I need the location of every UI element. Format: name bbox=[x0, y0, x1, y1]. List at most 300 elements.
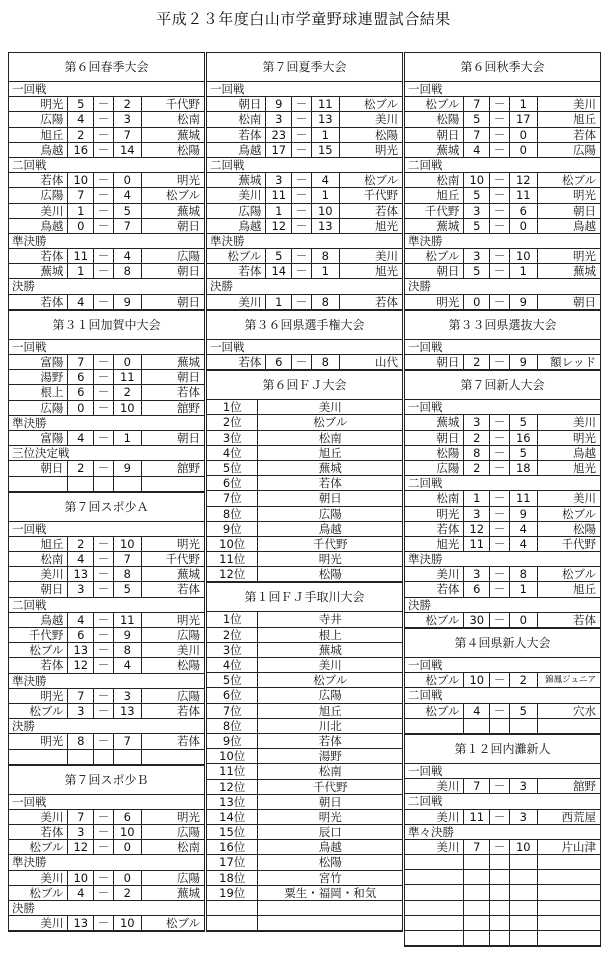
match-row bbox=[207, 264, 402, 279]
round-label: 一回戦 bbox=[207, 82, 402, 97]
round-label: 決勝 bbox=[405, 598, 600, 613]
team-b: 明光 bbox=[573, 249, 596, 264]
team-b: 明光 bbox=[573, 430, 596, 445]
rank-team: 広陽 bbox=[318, 688, 342, 703]
team-b: 松陽 bbox=[375, 127, 398, 142]
score-b: 16 bbox=[510, 431, 538, 445]
match-row bbox=[207, 143, 402, 158]
team-b: 蕪城 bbox=[573, 264, 596, 279]
score-dash: － bbox=[94, 401, 114, 415]
score-b: 14 bbox=[114, 143, 142, 157]
score-dash: － bbox=[94, 173, 114, 187]
rank-team: 千代野 bbox=[312, 536, 348, 551]
tournament-section bbox=[404, 370, 601, 628]
score-dash: － bbox=[292, 219, 312, 233]
match-row bbox=[9, 871, 204, 886]
rank-team: 粟生・福岡・和気 bbox=[284, 885, 377, 900]
blank-cell bbox=[94, 750, 114, 764]
rank-row bbox=[207, 431, 402, 446]
score-a: 3 bbox=[68, 704, 94, 718]
rank-place: 9位 bbox=[207, 522, 258, 536]
score-b: 9 bbox=[510, 507, 538, 521]
score-a: 4 bbox=[68, 112, 94, 126]
team-b: 若体 bbox=[177, 582, 200, 597]
team-a: 若体 bbox=[9, 249, 68, 263]
match-row bbox=[9, 264, 204, 279]
round-label: 一回戦 bbox=[9, 340, 204, 355]
rank-place: 4位 bbox=[207, 658, 258, 672]
rank-place: 17位 bbox=[207, 855, 258, 869]
score-dash: － bbox=[94, 552, 114, 566]
rank-team: 松南 bbox=[318, 764, 342, 779]
score-a: 5 bbox=[68, 97, 94, 111]
score-b: 3 bbox=[510, 779, 538, 793]
score-a: 3 bbox=[266, 112, 292, 126]
score-a: 7 bbox=[68, 810, 94, 824]
blank-row bbox=[9, 477, 204, 492]
rank-place: 11位 bbox=[207, 552, 258, 566]
score-dash: － bbox=[490, 295, 510, 309]
team-b: 蕪城 bbox=[177, 885, 200, 900]
rank-place: 4位 bbox=[207, 446, 258, 460]
rank-row bbox=[207, 552, 402, 567]
round-label: 準々決勝 bbox=[405, 825, 600, 840]
score-dash: － bbox=[490, 128, 510, 142]
score-a: 2 bbox=[68, 128, 94, 142]
team-a: 松ブル bbox=[9, 840, 68, 854]
match-row bbox=[9, 537, 204, 552]
rank-place: 1位 bbox=[207, 400, 258, 414]
score-b: 4 bbox=[114, 249, 142, 263]
team-a: 蕪城 bbox=[405, 143, 464, 157]
rank-team: 鳥越 bbox=[318, 840, 342, 855]
round-label: 一回戦 bbox=[9, 795, 204, 810]
rank-team: 鳥越 bbox=[318, 521, 342, 536]
score-b: 2 bbox=[114, 385, 142, 399]
blank-cell bbox=[464, 719, 490, 733]
team-a: 松ブル bbox=[9, 643, 68, 657]
score-b: 1 bbox=[510, 264, 538, 278]
match-row bbox=[9, 689, 204, 704]
match-row bbox=[9, 643, 204, 658]
score-a: 9 bbox=[266, 97, 292, 111]
match-row bbox=[207, 173, 402, 188]
rank-team: 美川 bbox=[318, 658, 342, 672]
team-b: 片山津 bbox=[561, 839, 596, 854]
match-row bbox=[9, 431, 204, 446]
rank-row bbox=[207, 886, 402, 901]
score-a: 5 bbox=[266, 249, 292, 263]
blank-cell bbox=[538, 855, 600, 869]
match-row bbox=[9, 128, 204, 143]
match-row bbox=[405, 840, 600, 855]
team-b: 穴水 bbox=[573, 703, 596, 718]
team-b: 若体 bbox=[177, 703, 200, 718]
rank-row bbox=[207, 461, 402, 476]
team-a: 若体 bbox=[405, 522, 464, 536]
score-a: 3 bbox=[464, 567, 490, 581]
score-dash: － bbox=[94, 112, 114, 126]
match-row bbox=[9, 461, 204, 476]
match-row bbox=[207, 219, 402, 234]
blank-row bbox=[405, 885, 600, 900]
score-b: 15 bbox=[312, 143, 340, 157]
tournament-section bbox=[206, 370, 403, 582]
blank-row bbox=[207, 901, 402, 916]
score-b: 11 bbox=[114, 613, 142, 627]
score-b: 5 bbox=[510, 446, 538, 460]
blank-cell bbox=[464, 885, 490, 899]
rank-team: 根上 bbox=[318, 627, 342, 642]
score-dash: － bbox=[490, 112, 510, 126]
score-a: 17 bbox=[266, 143, 292, 157]
blank-cell bbox=[114, 750, 142, 764]
rank-team: 広陽 bbox=[318, 506, 342, 521]
column-right bbox=[404, 52, 601, 947]
score-dash: － bbox=[490, 188, 510, 202]
rank-place: 1位 bbox=[207, 612, 258, 626]
team-b: 明光 bbox=[177, 536, 200, 551]
team-b: 美川 bbox=[573, 415, 596, 430]
score-b: 11 bbox=[510, 188, 538, 202]
score-b: 5 bbox=[114, 582, 142, 596]
blank-cell bbox=[510, 916, 538, 930]
rank-team: 明光 bbox=[318, 552, 342, 567]
section-title: 第７回新人大会 bbox=[405, 371, 600, 400]
blank-cell bbox=[490, 901, 510, 915]
rank-team: 若体 bbox=[318, 733, 342, 748]
team-b: 旭丘 bbox=[573, 112, 596, 127]
score-a: 0 bbox=[68, 219, 94, 233]
score-b: 8 bbox=[312, 249, 340, 263]
blank-cell bbox=[510, 931, 538, 945]
rank-row bbox=[207, 491, 402, 506]
score-a: 7 bbox=[464, 779, 490, 793]
team-b: 朝日 bbox=[177, 294, 200, 309]
rank-place: 9位 bbox=[207, 734, 258, 748]
score-b: 4 bbox=[312, 173, 340, 187]
rank-row bbox=[207, 810, 402, 825]
team-a: 若体 bbox=[9, 173, 68, 187]
team-b: 蕪城 bbox=[177, 127, 200, 142]
column-left bbox=[8, 52, 205, 932]
blank-cell bbox=[405, 931, 464, 945]
match-row bbox=[9, 249, 204, 264]
match-row bbox=[9, 552, 204, 567]
match-row bbox=[405, 491, 600, 506]
score-b: 6 bbox=[114, 810, 142, 824]
rank-place: 6位 bbox=[207, 476, 258, 490]
score-dash: － bbox=[490, 779, 510, 793]
score-dash: － bbox=[490, 613, 510, 627]
score-a: 12 bbox=[68, 840, 94, 854]
rank-team: 千代野 bbox=[312, 779, 348, 794]
team-a: 美川 bbox=[9, 204, 68, 218]
team-b: 蕪城 bbox=[177, 567, 200, 582]
match-row bbox=[405, 295, 600, 310]
blank-cell bbox=[490, 719, 510, 733]
team-b: 美川 bbox=[573, 97, 596, 112]
blank-row bbox=[405, 931, 600, 946]
score-b: 2 bbox=[510, 673, 538, 687]
team-b: 山代 bbox=[375, 355, 398, 369]
score-dash: － bbox=[94, 643, 114, 657]
team-b: 鳥越 bbox=[573, 218, 596, 233]
blank-cell bbox=[207, 901, 258, 915]
blank-cell bbox=[490, 855, 510, 869]
round-label: 準決勝 bbox=[207, 234, 402, 249]
score-b: 5 bbox=[510, 704, 538, 718]
tournament-section bbox=[206, 310, 403, 370]
rank-row bbox=[207, 840, 402, 855]
team-a: 松南 bbox=[405, 173, 464, 187]
team-b: 旭光 bbox=[573, 460, 596, 475]
score-dash: － bbox=[94, 840, 114, 854]
score-dash: － bbox=[94, 825, 114, 839]
match-row bbox=[405, 673, 600, 688]
blank-cell bbox=[405, 719, 464, 733]
round-label: 一回戦 bbox=[405, 340, 600, 355]
rank-row bbox=[207, 795, 402, 810]
blank-cell bbox=[405, 916, 464, 930]
rank-team: 朝日 bbox=[318, 491, 342, 506]
score-b: 6 bbox=[510, 204, 538, 218]
score-b: 2 bbox=[114, 97, 142, 111]
score-a: 8 bbox=[68, 734, 94, 748]
score-dash: － bbox=[94, 295, 114, 309]
team-b: 広陽 bbox=[177, 688, 200, 703]
score-b: 4 bbox=[510, 522, 538, 536]
rank-place: 2位 bbox=[207, 628, 258, 642]
score-dash: － bbox=[94, 810, 114, 824]
score-a: 13 bbox=[68, 567, 94, 581]
blank-cell bbox=[538, 901, 600, 915]
team-a: 明光 bbox=[9, 97, 68, 111]
match-row bbox=[207, 97, 402, 112]
rank-row bbox=[207, 734, 402, 749]
team-b: 松南 bbox=[177, 112, 200, 127]
team-a: 朝日 bbox=[207, 97, 266, 111]
round-label: 二回戦 bbox=[9, 158, 204, 173]
blank-cell bbox=[510, 901, 538, 915]
score-b: 1 bbox=[312, 188, 340, 202]
score-dash: － bbox=[94, 385, 114, 399]
match-row bbox=[207, 188, 402, 203]
round-label: 決勝 bbox=[9, 279, 204, 294]
score-dash: － bbox=[94, 613, 114, 627]
team-b: 若体 bbox=[375, 203, 398, 218]
score-b: 8 bbox=[510, 567, 538, 581]
score-a: 3 bbox=[464, 249, 490, 263]
round-label: 準決勝 bbox=[405, 234, 600, 249]
match-row bbox=[405, 431, 600, 446]
score-b: 7 bbox=[114, 734, 142, 748]
score-a: 3 bbox=[464, 507, 490, 521]
score-dash: － bbox=[490, 810, 510, 824]
score-dash: － bbox=[490, 264, 510, 278]
rank-place: 11位 bbox=[207, 764, 258, 778]
team-b: 旭光 bbox=[375, 264, 398, 279]
score-a: 12 bbox=[68, 658, 94, 672]
blank-row bbox=[405, 916, 600, 931]
match-row bbox=[405, 204, 600, 219]
score-a: 3 bbox=[266, 173, 292, 187]
rank-row bbox=[207, 400, 402, 415]
team-b: 舘野 bbox=[177, 461, 200, 476]
rank-team: 旭丘 bbox=[318, 445, 342, 460]
tournament-section bbox=[8, 765, 205, 933]
team-b: 明光 bbox=[177, 809, 200, 824]
tournament-section bbox=[206, 582, 403, 932]
team-b: 若体 bbox=[177, 734, 200, 749]
score-a: 13 bbox=[68, 643, 94, 657]
score-b: 18 bbox=[510, 461, 538, 475]
match-row bbox=[9, 219, 204, 234]
blank-cell bbox=[490, 916, 510, 930]
team-a: 松陽 bbox=[405, 112, 464, 126]
team-b: 若体 bbox=[177, 385, 200, 400]
rank-team: 宮竹 bbox=[318, 870, 342, 885]
score-dash: － bbox=[292, 355, 312, 369]
round-label: 二回戦 bbox=[405, 158, 600, 173]
score-a: 4 bbox=[68, 552, 94, 566]
team-a: 松ブル bbox=[405, 673, 464, 687]
team-a: 美川 bbox=[405, 810, 464, 824]
team-a: 美川 bbox=[9, 871, 68, 885]
team-a: 鳥越 bbox=[9, 143, 68, 157]
score-b: 9 bbox=[114, 628, 142, 642]
rank-place: 7位 bbox=[207, 491, 258, 505]
blank-row bbox=[9, 750, 204, 765]
round-label: 二回戦 bbox=[9, 598, 204, 613]
score-a: 4 bbox=[68, 295, 94, 309]
score-b: 11 bbox=[312, 97, 340, 111]
match-row bbox=[405, 507, 600, 522]
score-b: 13 bbox=[312, 219, 340, 233]
match-row bbox=[405, 188, 600, 203]
team-a: 蕪城 bbox=[405, 219, 464, 233]
score-dash: － bbox=[94, 704, 114, 718]
team-a: 明光 bbox=[405, 507, 464, 521]
team-a: 鳥越 bbox=[207, 143, 266, 157]
blank-row bbox=[405, 870, 600, 885]
team-a: 美川 bbox=[207, 295, 266, 309]
score-a: 6 bbox=[68, 370, 94, 384]
score-a: 10 bbox=[464, 173, 490, 187]
score-b: 5 bbox=[510, 415, 538, 429]
team-b: 明光 bbox=[375, 142, 398, 157]
team-a: 蕪城 bbox=[9, 264, 68, 278]
tournament-section bbox=[404, 628, 601, 734]
match-row bbox=[9, 734, 204, 749]
team-a: 松ブル bbox=[405, 249, 464, 263]
score-a: 13 bbox=[68, 916, 94, 930]
score-b: 0 bbox=[510, 219, 538, 233]
score-b: 1 bbox=[510, 97, 538, 111]
match-row bbox=[9, 810, 204, 825]
team-b: 松ブル bbox=[561, 506, 596, 521]
team-b: 西荒屋 bbox=[561, 809, 596, 824]
team-a: 湯野 bbox=[9, 370, 68, 384]
round-label: 準決勝 bbox=[9, 234, 204, 249]
score-b: 8 bbox=[114, 567, 142, 581]
team-b: 千代野 bbox=[561, 536, 596, 551]
blank-cell bbox=[510, 870, 538, 884]
match-row bbox=[9, 370, 204, 385]
match-row bbox=[405, 97, 600, 112]
rank-row bbox=[207, 507, 402, 522]
team-a: 鳥越 bbox=[207, 219, 266, 233]
team-b: 松ブル bbox=[561, 173, 596, 188]
rank-team: 旭丘 bbox=[318, 703, 342, 718]
score-dash: － bbox=[94, 370, 114, 384]
score-dash: － bbox=[490, 507, 510, 521]
score-dash: － bbox=[94, 567, 114, 581]
blank-cell bbox=[490, 870, 510, 884]
team-a: 若体 bbox=[9, 658, 68, 672]
score-dash: － bbox=[490, 249, 510, 263]
team-b: 若体 bbox=[573, 127, 596, 142]
score-b: 3 bbox=[510, 810, 538, 824]
blank-cell bbox=[68, 477, 94, 491]
rank-row bbox=[207, 415, 402, 430]
team-b: 錦鳳ジュニア bbox=[545, 675, 596, 686]
score-a: 12 bbox=[464, 522, 490, 536]
section-title: 第１回ＦＪ手取川大会 bbox=[207, 583, 402, 612]
team-a: 根上 bbox=[9, 385, 68, 399]
rank-place: 14位 bbox=[207, 810, 258, 824]
score-a: 23 bbox=[266, 128, 292, 142]
tournament-section bbox=[206, 52, 403, 310]
blank-cell bbox=[538, 719, 600, 733]
team-a: 松ブル bbox=[405, 97, 464, 111]
round-label: 三位決定戦 bbox=[9, 446, 204, 461]
score-b: 1 bbox=[312, 128, 340, 142]
match-row bbox=[405, 613, 600, 628]
rank-team: 朝日 bbox=[318, 794, 342, 809]
score-dash: － bbox=[292, 112, 312, 126]
rank-place: 3位 bbox=[207, 431, 258, 445]
team-a: 旭丘 bbox=[9, 537, 68, 551]
team-b: 美川 bbox=[177, 643, 200, 658]
score-b: 1 bbox=[114, 431, 142, 445]
score-b: 1 bbox=[312, 264, 340, 278]
score-dash: － bbox=[94, 188, 114, 202]
match-row bbox=[9, 613, 204, 628]
team-b: 額レッド bbox=[550, 355, 596, 369]
team-a: 旭丘 bbox=[405, 188, 464, 202]
round-label: 一回戦 bbox=[9, 522, 204, 537]
rank-row bbox=[207, 673, 402, 688]
team-a: 明光 bbox=[9, 734, 68, 748]
score-dash: － bbox=[94, 204, 114, 218]
match-row bbox=[9, 567, 204, 582]
score-a: 11 bbox=[464, 810, 490, 824]
score-a: 11 bbox=[266, 188, 292, 202]
score-b: 8 bbox=[312, 355, 340, 369]
team-a: 旭丘 bbox=[9, 128, 68, 142]
score-dash: － bbox=[94, 219, 114, 233]
tournament-section bbox=[8, 52, 205, 310]
score-b: 9 bbox=[114, 295, 142, 309]
score-a: 1 bbox=[68, 264, 94, 278]
score-dash: － bbox=[490, 704, 510, 718]
score-a: 7 bbox=[464, 840, 490, 854]
blank-cell bbox=[207, 916, 258, 930]
team-a: 若体 bbox=[9, 295, 68, 309]
team-b: 美川 bbox=[375, 112, 398, 127]
rank-place: 5位 bbox=[207, 673, 258, 687]
